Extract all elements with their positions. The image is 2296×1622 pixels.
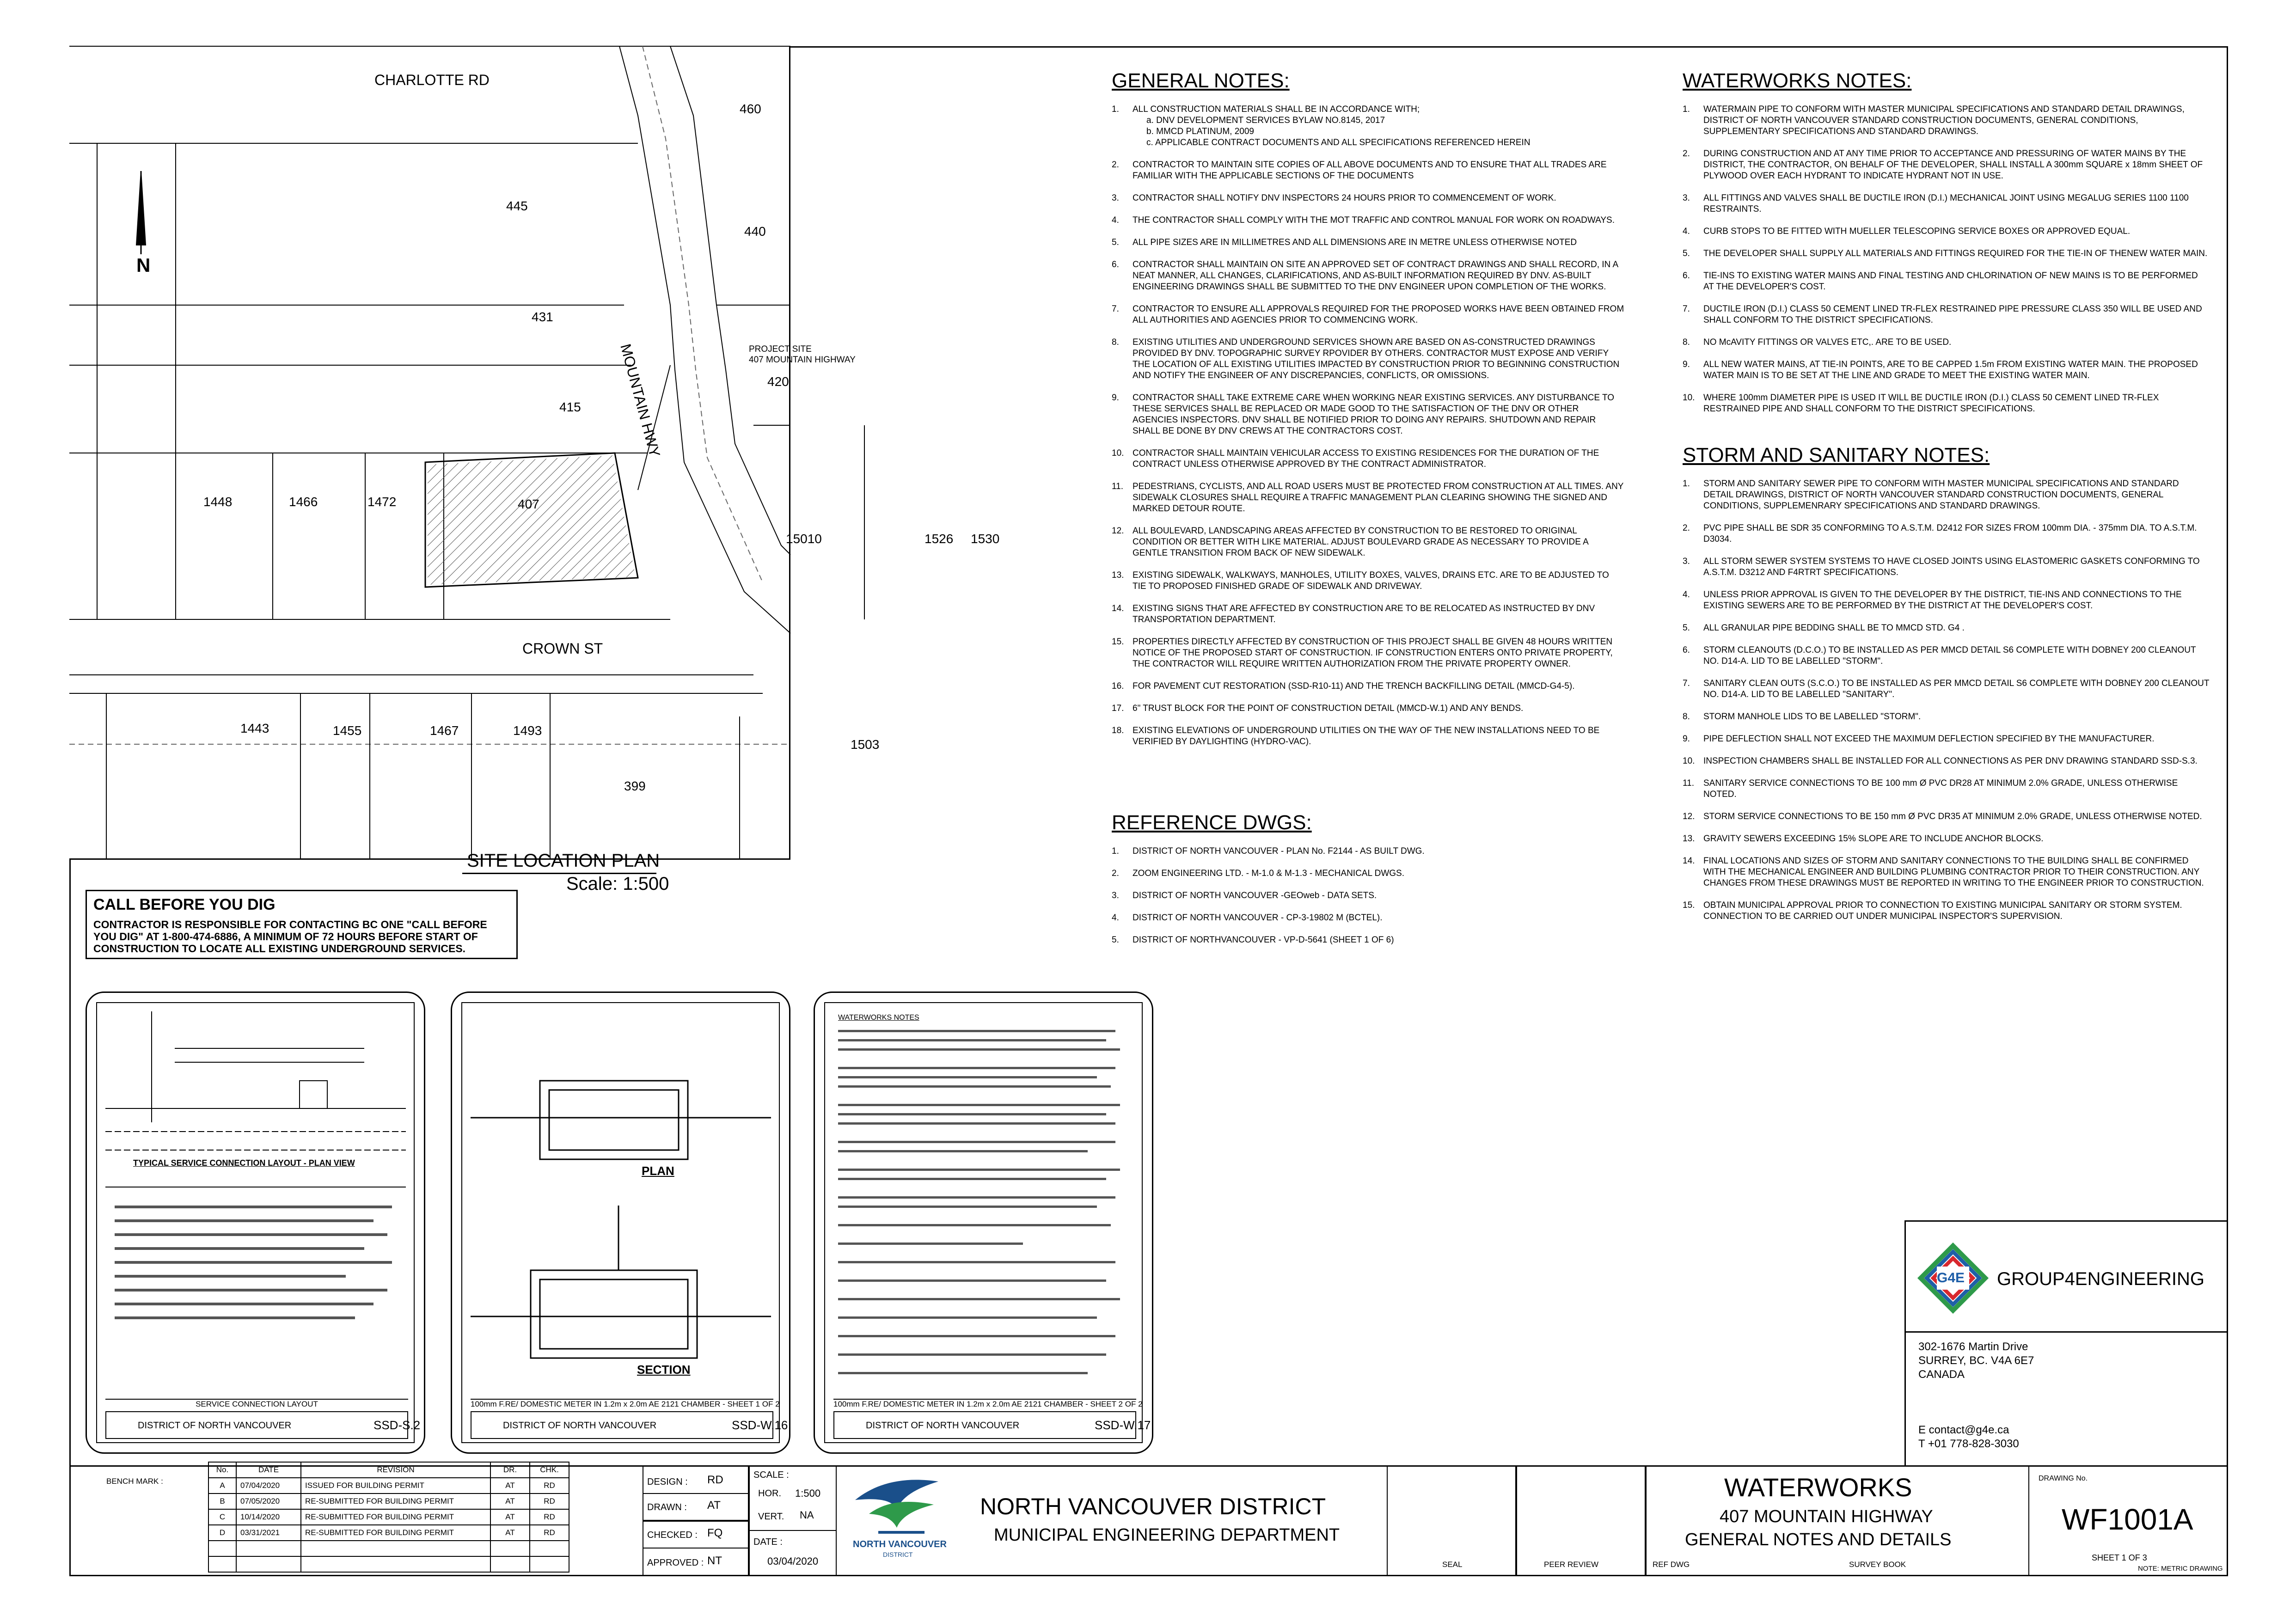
lot-number: 1503: [851, 737, 880, 752]
sheet-number: SHEET 1 OF 3: [2092, 1553, 2147, 1562]
note-item: 6. CONTRACTOR SHALL MAINTAIN ON SITE AN APPROVED SET OF CONTRACT DRAWINGS AND SHALL RECORD, IN A NEAT MANNER, ALL CHANGES, CLARIFICATIONS, AND AS-BUILT INFORMATION REQUIRED BY DNV. AS-BUILT ENGINEERING DRAWINGS SHALL BE SUBMITTED TO THE DNV ENGINEER UPON COMPLETION OF THE WORKS.: [1112, 260, 1618, 292]
bench-mark-label: BENCH MARK :: [106, 1477, 163, 1486]
reference-item: 3. DISTRICT OF NORTH VANCOUVER -GEOweb - DATA SETS.: [1112, 891, 1377, 900]
company-address-line: SURREY, BC. V4A 6E7: [1918, 1354, 2034, 1367]
north-arrow-label: N: [136, 254, 151, 276]
note-item: 16. FOR PAVEMENT CUT RESTORATION (SSD-R10-11) AND THE TRENCH BACKFILLING DETAIL (MMCD-G4-5).: [1112, 681, 1575, 691]
note-item: 14. FINAL LOCATIONS AND SIZES OF STORM AND SANITARY CONNECTIONS TO THE BUILDING SHALL BE CONFIRMED WITH THE MECHANICAL ENGINEER AND BUILDING PLUMBING CONTRACTOR PRIOR TO THEIR CONSTRUCTION. ANY CHANGES FROM THESE DRAWINGS MUST BE REPORTED IN WRITING TO THE ENGINEER PRIOR TO CONSTRUCTION.: [1683, 856, 2204, 888]
note-item: 12. ALL BOULEVARD, LANDSCAPING AREAS AFFECTED BY CONSTRUCTION TO BE RESTORED TO ORIGINAL CONDITION OR BETTER WITH LIKE MATERIAL. ADJUST BOULEVARD GRADE AS NECESSARY TO PROVIDE A GENTLE TRANSITION FROM BACK OF NEW SIDEWALK.: [1112, 526, 1588, 558]
note-item: 7. CONTRACTOR TO ENSURE ALL APPROVALS REQUIRED FOR THE PROPOSED WORKS HAVE BEEN OBTAINED FROM ALL AUTHORITIES AND AGENCIES PRIOR TO COMMENCING WORK.: [1112, 304, 1624, 325]
note-item: 5. THE DEVELOPER SHALL SUPPLY ALL MATERIALS AND FITTINGS REQUIRED FOR THE TIE-IN OF THENEW WATER MAIN.: [1683, 249, 2208, 258]
note-item: 3. ALL FITTINGS AND VALVES SHALL BE DUCTILE IRON (D.I.) MECHANICAL JOINT USING MEGALUG SERIES 1100 1100 RESTRAINTS.: [1683, 193, 2189, 214]
plan-label: PLAN: [642, 1164, 674, 1178]
detail-code: SSD-S.2: [373, 1418, 421, 1432]
lot-number: 407: [518, 497, 539, 511]
department-name: MUNICIPAL ENGINEERING DEPARTMENT: [994, 1525, 1340, 1545]
ref-dwg-label: REF DWG: [1653, 1560, 1690, 1569]
revision-row: C 10/14/2020 RE-SUBMITTED FOR BUILDING PERMIT AT RD: [208, 1509, 569, 1525]
rev-header: DATE: [236, 1462, 301, 1478]
note-item: 6. STORM CLEANOUTS (D.C.O.) TO BE INSTALLED AS PER MMCD DETAIL S6 COMPLETE WITH DOBNEY 200 CLEANOUT NO. D14-A. LID TO BE LABELLED "STORM".: [1683, 645, 2196, 666]
note-item: 10. WHERE 100mm DIAMETER PIPE IS USED IT WILL BE DUCTILE IRON (D.I.) CLASS 50 CEMENT LINED TR-FLEX RESTRAINED PIPE AND SHALL CONFORM TO THE DISTRICT SPECIFICATIONS.: [1683, 393, 2159, 414]
checked-label: CHECKED :: [647, 1530, 698, 1540]
north-vancouver-bird-icon: [851, 1472, 943, 1537]
note-sub-item: c. APPLICABLE CONTRACT DOCUMENTS AND ALL SPECIFICATIONS REFERENCED HEREIN: [1146, 138, 1531, 147]
detail-text-block: [833, 1025, 1134, 1390]
project-subtitle: GENERAL NOTES AND DETAILS: [1685, 1530, 1952, 1549]
company-phone: T +01 778-828-3030: [1918, 1438, 2019, 1450]
company-email: E contact@g4e.ca: [1918, 1424, 2009, 1436]
note-item: 6. TIE-INS TO EXISTING WATER MAINS AND FINAL TESTING AND CHLORINATION OF NEW MAINS IS TO BE PERFORMED AT THE DEVELOPER'S COST.: [1683, 271, 2198, 292]
note-item: 2. DURING CONSTRUCTION AND AT ANY TIME PRIOR TO ACCEPTANCE AND PRESSURING OF WATER MAINS BY THE DISTRICT, THE CONTRACTOR, ON BEHALF OF THE DEVELOPER, SHALL INSTALL A 300mm SQUARE x 18mm SHEET OF PLYWOOD OVER EACH HYDRANT TO INDICATE HYDRANT NOT IN USE.: [1683, 149, 2203, 181]
note-item: 5. ALL PIPE SIZES ARE IN MILLIMETRES AND ALL DIMENSIONS ARE IN METRE UNLESS OTHERWISE NOTED: [1112, 238, 1577, 247]
note-item: 9. PIPE DEFLECTION SHALL NOT EXCEED THE MAXIMUM DEFLECTION SPECIFIED BY THE MANUFACTURER.: [1683, 734, 2155, 744]
revision-table: [208, 1462, 569, 1573]
note-item: 17. 6" TRUST BLOCK FOR THE POINT OF CONSTRUCTION DETAIL (MMCD-W.1) AND ANY BENDS.: [1112, 704, 1524, 713]
note-item: 8. STORM MANHOLE LIDS TO BE LABELLED "STORM".: [1683, 712, 1921, 722]
site-location-map: [69, 46, 1000, 860]
hor-value: 1:500: [795, 1487, 821, 1499]
company-name: GROUP4ENGINEERING: [1997, 1269, 2204, 1289]
revision-header-row: [208, 1462, 569, 1478]
storm-notes-title: STORM AND SANITARY NOTES:: [1683, 444, 1990, 466]
drawn-value: AT: [707, 1499, 721, 1512]
lot-number: 460: [740, 102, 761, 116]
detail-district: DISTRICT OF NORTH VANCOUVER: [866, 1420, 1020, 1431]
lot-number: 415: [559, 400, 581, 414]
road-label: CROWN ST: [522, 640, 603, 657]
peer-review-block: [1516, 1465, 1646, 1576]
note-item: 5. ALL GRANULAR PIPE BEDDING SHALL BE TO MMCD STD. G4 .: [1683, 623, 1965, 633]
note-item: 2. PVC PIPE SHALL BE SDR 35 CONFORMING TO A.S.T.M. D2412 FOR SIZES FROM 100mm DIA. - 375mm DIA. TO A.S.T.M. D3034.: [1683, 523, 2197, 544]
detail-heading: TYPICAL SERVICE CONNECTION LAYOUT - PLAN VIEW: [133, 1158, 355, 1168]
district-logo-text: NORTH VANCOUVER: [853, 1539, 947, 1549]
reference-item: 1. DISTRICT OF NORTH VANCOUVER - PLAN No. F2144 - AS BUILT DWG.: [1112, 846, 1425, 856]
detail-sheet-ssd-s2: [86, 992, 425, 1454]
note-item: 11. SANITARY SERVICE CONNECTIONS TO BE 100 mm Ø PVC DR28 AT MINIMUM 2.0% GRADE, UNLESS OTHERWISE NOTED.: [1683, 778, 2178, 799]
vert-value: NA: [800, 1509, 814, 1521]
vert-label: VERT.: [758, 1512, 784, 1522]
lot-number: 440: [744, 224, 766, 239]
district-logo-sub: DISTRICT: [883, 1551, 913, 1558]
note-item: 1. STORM AND SANITARY SEWER PIPE TO CONFORM WITH MASTER MUNICIPAL SPECIFICATIONS AND STANDARD DETAIL DRAWINGS, DISTRICT OF NORTH VANCOUVER STANDARD CONSTRUCTION DOCUMENTS, GENERAL CONDITIONS, SUPPLEMENRARY SPECIFICATIONS AND STANDARD DRAWINGS.: [1683, 479, 2179, 511]
revision-row: B 07/05/2020 RE-SUBMITTED FOR BUILDING PERMIT AT RD: [208, 1493, 569, 1509]
call-before-you-dig-heading: CALL BEFORE YOU DIG: [93, 896, 276, 913]
note-item: 12. STORM SERVICE CONNECTIONS TO BE 150 mm Ø PVC DR35 AT MINIMUM 2.0% GRADE, UNLESS OTHERWISE NOTED.: [1683, 812, 2202, 821]
note-sub-item: b. MMCD PLATINUM, 2009: [1146, 127, 1254, 136]
general-notes-title: GENERAL NOTES:: [1112, 69, 1290, 92]
rev-header: REVISION: [301, 1462, 490, 1478]
project-site-address: 407 MOUNTAIN HIGHWAY: [749, 355, 856, 365]
note-item: 15. PROPERTIES DIRECTLY AFFECTED BY CONSTRUCTION OF THIS PROJECT SHALL BE GIVEN 48 HOURS WRITTEN NOTICE OF THE PROPOSED START OF CONSTRUCTION. IF CONSTRUCTION ENTERS ONTO PRIVATE PROPERTY, THE CONTRACTOR WILL REQUIRE WRITTEN AUTHORIZATION FROM THE PRIVATE PROPERTY OWNER.: [1112, 637, 1613, 669]
note-sub-item: a. DNV DEVELOPMENT SERVICES BYLAW NO.8145, 2017: [1146, 116, 1385, 125]
road-label: CHARLOTTE RD: [374, 72, 490, 88]
detail-code: SSD-W.16: [732, 1418, 788, 1432]
general-notes: [1112, 104, 1625, 759]
design-value: RD: [707, 1474, 723, 1486]
drawing-no-label: DRAWING No.: [2039, 1475, 2088, 1482]
note-item: 13. EXISTING SIDEWALK, WALKWAYS, MANHOLES, UTILITY BOXES, VALVES, DRAINS ETC. ARE TO BE ADJUSTED TO TIE TO PROPOSED FINISHED GRADE OF SIDEWALK AND DRIVEWAY.: [1112, 570, 1609, 591]
approved-label: APPROVED :: [647, 1558, 704, 1568]
note-item: 15. OBTAIN MUNICIPAL APPROVAL PRIOR TO CONNECTION TO EXISTING MUNICIPAL SANITARY OR STORM SYSTEM. CONNECTION TO BE CARRIED OUT UNDER MUNICIPAL INSPECTOR'S SUPERVISION.: [1683, 900, 2182, 921]
note-item: 8. EXISTING UTILITIES AND UNDERGROUND SERVICES SHOWN ARE BASED ON AS-CONSTRUCTED DRAWINGS PROVIDED BY DNV. TOPOGRAPHIC SURVEY RPOVIDER BY OTHERS. CONTRACTOR MUST EXPOSE AND VERIFY THE LOCATION OF ALL EXISTING UTILITIES IMPACTED BY CONSTRUCTION PRIOR TO BEGINNING CONSTRUCTION AND NOTIFY THE ENGINEER OF ANY DISCREPANCIES, CONFLICTS, OR OMISSIONS.: [1112, 337, 1620, 380]
g4e-logo-text: G4E: [1937, 1270, 1965, 1285]
note-item: 4. THE CONTRACTOR SHALL COMPLY WITH THE MOT TRAFFIC AND CONTROL MANUAL FOR WORK ON ROADWAYS.: [1112, 215, 1615, 225]
note-item: 7. DUCTILE IRON (D.I.) CLASS 50 CEMENT LINED TR-FLEX RESTRAINED PIPE PRESSURE CLASS 350 WILL BE USED AND SHALL CONFORM TO THE DISTRICT SPECIFICATIONS.: [1683, 304, 2202, 325]
detail-heading: WATERWORKS NOTES: [838, 1014, 919, 1022]
company-address-line: 302-1676 Martin Drive: [1918, 1340, 2028, 1353]
note-item: 11. PEDESTRIANS, CYCLISTS, AND ALL ROAD USERS MUST BE PROTECTED FROM CONSTRUCTION AT ALL TIMES. ANY SIDEWALK CLOSURES SHALL REQUIRE A TRAFFIC MANAGEMENT PLAN CLEARING SHOWING THE SIGNED AND MARKED DETOUR ROUTE.: [1112, 482, 1624, 514]
reference-item: 2. ZOOM ENGINEERING LTD. - M-1.0 & M-1.3 - MECHANICAL DWGS.: [1112, 869, 1404, 878]
note-item: 4. UNLESS PRIOR APPROVAL IS GIVEN TO THE DEVELOPER BY THE DISTRICT, TIE-INS AND CONNECTIONS TO THE EXISTING SEWERS ARE TO BE PERFORMED BY THE DISTRICT AT THE DEVELOPER'S COST.: [1683, 590, 2182, 611]
waterworks-notes: [1683, 104, 2210, 426]
seal-label: SEAL: [1442, 1560, 1463, 1569]
detail-drawing: [105, 1011, 406, 1326]
lot-number: 399: [624, 779, 646, 793]
lot-number: 1448: [203, 495, 233, 509]
design-label: DESIGN :: [647, 1477, 688, 1487]
detail-code: SSD-W.17: [1095, 1418, 1151, 1432]
lot-number: 1530: [971, 532, 1000, 546]
note-item: 14. EXISTING SIGNS THAT ARE AFFECTED BY CONSTRUCTION ARE TO BE RELOCATED AS INSTRUCTED BY DNV TRANSPORTATION DEPARTMENT.: [1112, 604, 1595, 624]
revision-row: D 03/31/2021 RE-SUBMITTED FOR BUILDING PERMIT AT RD: [208, 1525, 569, 1541]
detail-caption: 100mm F.RE/ DOMESTIC METER IN 1.2m x 2.0m AE 2121 CHAMBER - SHEET 1 OF 2: [471, 1400, 780, 1408]
lot-number: 1526: [925, 532, 954, 546]
detail-drawing: [471, 1011, 771, 1390]
site-plan-scale: Scale: 1:500: [566, 874, 669, 894]
scale-label: SCALE :: [753, 1470, 789, 1480]
note-item: 9. ALL NEW WATER MAINS, AT TIE-IN POINTS, ARE TO BE CAPPED 1.5m FROM EXISTING WATER MAIN. THE PROPOSED WATER MAIN IS TO BE SET AT THE LINE AND GRADE TO MEET THE EXISTING WATER MAIN.: [1683, 360, 2198, 380]
call-before-you-dig-box: [86, 890, 518, 959]
company-divider: [1904, 1331, 2228, 1333]
seal-block: [1387, 1465, 1516, 1576]
date-value: 03/04/2020: [767, 1555, 819, 1567]
lot-number: 1472: [367, 495, 397, 509]
lot-number: 1467: [430, 723, 459, 738]
note-item: 1. WATERMAIN PIPE TO CONFORM WITH MASTER MUNICIPAL SPECIFICATIONS AND STANDARD DETAIL DRAWINGS, DISTRICT OF NORTH VANCOUVER STANDARD CONSTRUCTION DOCUMENTS, GENERAL CONDITIONS, SUPPLEMENTARY SPECIFICATIONS AND STANDARD DRAWINGS.: [1683, 104, 2185, 136]
road-label: MOUNTAIN HWY: [617, 342, 664, 459]
project-address: 407 MOUNTAIN HIGHWAY: [1720, 1507, 1933, 1526]
lot-number: 15010: [786, 532, 822, 546]
lot-number: 1443: [240, 721, 269, 735]
note-item: 13. GRAVITY SEWERS EXCEEDING 15% SLOPE ARE TO INCLUDE ANCHOR BLOCKS.: [1683, 834, 2044, 844]
note-item: 4. CURB STOPS TO BE FITTED WITH MUELLER TELESCOPING SERVICE BOXES OR APPROVED EQUAL.: [1683, 226, 2131, 236]
survey-book-label: SURVEY BOOK: [1849, 1560, 1906, 1569]
project-site-label: PROJECT SITE: [749, 344, 812, 354]
lot-number: 431: [532, 310, 553, 324]
note-item: 2. CONTRACTOR TO MAINTAIN SITE COPIES OF ALL ABOVE DOCUMENTS AND TO ENSURE THAT ALL TRADES ARE FAMILIAR WITH THE APPLICABLE SECTIONS OF THE DOCUMENTS: [1112, 160, 1607, 181]
note-item: 3. ALL STORM SEWER SYSTEM SYSTEMS TO HAVE CLOSED JOINTS USING ELASTOMERIC GASKETS CONFORMING TO A.S.T.M. D3212 AND F4RTRT SPECIFICATIONS.: [1683, 557, 2200, 577]
detail-caption: 100mm F.RE/ DOMESTIC METER IN 1.2m x 2.0m AE 2121 CHAMBER - SHEET 2 OF 2: [833, 1400, 1143, 1408]
date-label: DATE :: [753, 1537, 783, 1547]
lot-number: 1493: [513, 723, 542, 738]
drawing-number: WF1001A: [2062, 1503, 2193, 1536]
drawn-label: DRAWN :: [647, 1502, 687, 1512]
checked-value: FQ: [707, 1527, 723, 1539]
note-item: 7. SANITARY CLEAN OUTS (S.C.O.) TO BE INSTALLED AS PER MMCD DETAIL S6 COMPLETE WITH DOBNEY 200 CLEANOUT NO. D14-A. LID TO BE LABELLED "SANITARY".: [1683, 679, 2210, 699]
revision-row: A 07/04/2020 ISSUED FOR BUILDING PERMIT AT RD: [208, 1478, 569, 1493]
detail-district: DISTRICT OF NORTH VANCOUVER: [503, 1420, 657, 1431]
district-name: NORTH VANCOUVER DISTRICT: [980, 1493, 1326, 1519]
reference-item: 5. DISTRICT OF NORTHVANCOUVER - VP-D-5641 (SHEET 1 OF 6): [1112, 935, 1394, 945]
waterworks-notes-title: WATERWORKS NOTES:: [1683, 69, 1912, 92]
lot-number: 1455: [333, 723, 362, 738]
reference-dwgs-title: REFERENCE DWGS:: [1112, 811, 1312, 834]
lot-number: 420: [767, 374, 789, 389]
peer-review-label: PEER REVIEW: [1544, 1560, 1599, 1569]
note-item: 1. ALL CONSTRUCTION MATERIALS SHALL BE IN ACCORDANCE WITH; a. DNV DEVELOPMENT SERVICES BYLAW NO.8145, 2017 b. MMCD PLATINUM, 2009 c. APPLICABLE CONTRACT DOCUMENTS AND ALL SPECIFICATIONS REFERENCED HEREIN: [1112, 104, 1625, 148]
storm-notes: [1683, 478, 2210, 933]
note-item: 8. NO McAVITY FITTINGS OR VALVES ETC,. ARE TO BE USED.: [1683, 337, 1952, 347]
metric-note: NOTE: METRIC DRAWING: [2138, 1565, 2223, 1573]
project-site-hatch: [428, 455, 636, 585]
detail-sheet-ssd-w16: [451, 992, 790, 1454]
note-item: 9. CONTRACTOR SHALL TAKE EXTREME CARE WHEN WORKING NEAR EXISTING SERVICES. ANY DISTURBANCE TO THESE SERVICES SHALL BE REPLACED OR MADE GOOD TO THE SATISFACTION OF THE DNV OR OTHER AGENCIES INSPECTORS. DNV SHALL BE NOTIFIED PRIOR TO DOING ANY REPAIRS. SHUTDOWN AND REPAIR SHALL BE DONE BY DNV CREWS AT THE CONTRACTORS COST.: [1112, 393, 1615, 436]
reference-dwgs: [1112, 846, 1625, 957]
rev-header: DR.: [490, 1462, 530, 1478]
note-item: 18. EXISTING ELEVATIONS OF UNDERGROUND UTILITIES ON THE WAY OF THE NEW INSTALLATIONS NEED TO BE VERIFIED BY DAYLIGHTING (HYDRO-VAC).: [1112, 726, 1600, 747]
site-plan-caption: SITE LOCATION PLAN: [467, 851, 660, 871]
lot-number: 445: [506, 199, 528, 213]
detail-caption: SERVICE CONNECTION LAYOUT: [105, 1399, 408, 1409]
detail-sheet-ssd-w17: [814, 992, 1153, 1454]
rev-header: CHK.: [530, 1462, 569, 1478]
company-address-line: CANADA: [1918, 1368, 1965, 1381]
reference-item: 4. DISTRICT OF NORTH VANCOUVER - CP-3-19802 M (BCTEL).: [1112, 913, 1383, 923]
lot-number: 1466: [289, 495, 318, 509]
detail-district: DISTRICT OF NORTH VANCOUVER: [138, 1420, 292, 1431]
note-item: 10. CONTRACTOR SHALL MAINTAIN VEHICULAR ACCESS TO EXISTING RESIDENCES FOR THE DURATION OF THE CONTRACT UNLESS OTHERWISE APPROVED BY THE CONTRACT ADMINISTRATOR.: [1112, 448, 1599, 469]
note-item: 10. INSPECTION CHAMBERS SHALL BE INSTALLED FOR ALL CONNECTIONS AS PER DNV DRAWING STANDARD SSD-S.3.: [1683, 756, 2198, 766]
rev-header: No.: [208, 1462, 236, 1478]
project-title: WATERWORKS: [1724, 1473, 1912, 1502]
call-before-you-dig-text: CONTRACTOR IS RESPONSIBLE FOR CONTACTING BC ONE "CALL BEFORE YOU DIG" AT 1-800-474-6886, A MINIMUM OF 72 HOURS BEFORE START OF CONSTRUCTION TO LOCATE ALL EXISTING UNDERGROUND SERVICES.: [93, 918, 487, 955]
note-item: 3. CONTRACTOR SHALL NOTIFY DNV INSPECTORS 24 HOURS PRIOR TO COMMENCEMENT OF WORK.: [1112, 193, 1556, 203]
hor-label: HOR.: [758, 1488, 781, 1499]
approved-value: NT: [707, 1555, 722, 1567]
section-label: SECTION: [637, 1363, 691, 1377]
